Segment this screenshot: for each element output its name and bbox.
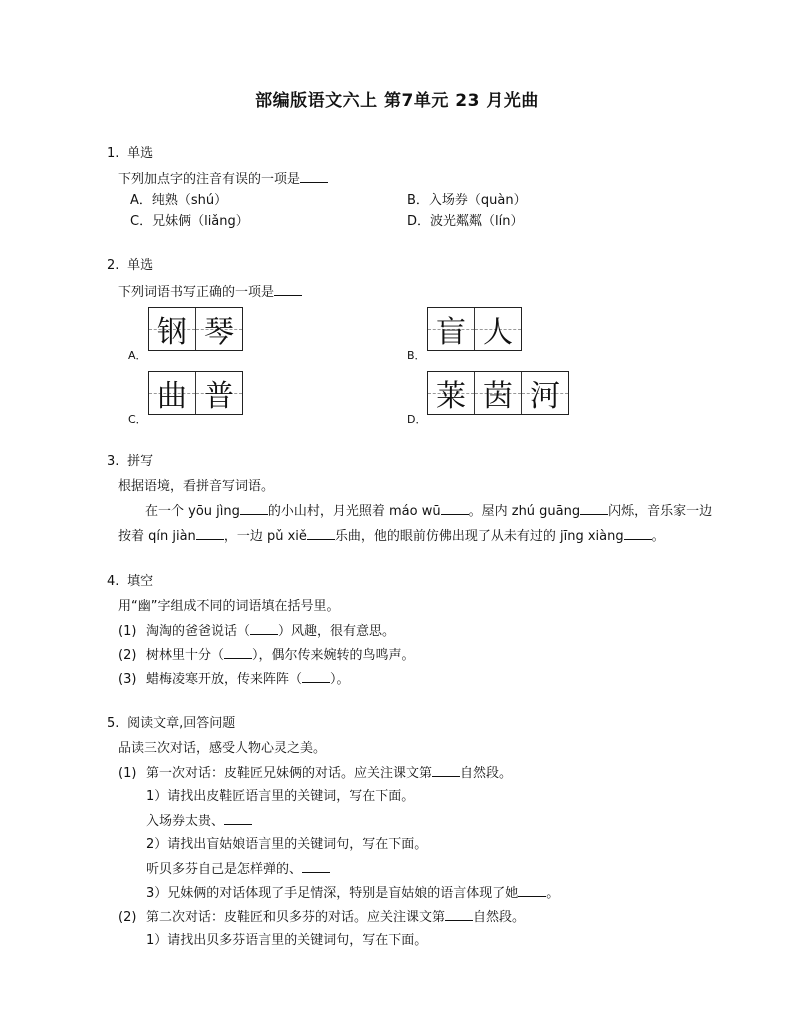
- q2-option-a-label[interactable]: A．: [128, 349, 147, 362]
- q2-stem: [118, 283, 302, 302]
- text: 蜡梅凌寒开放，传来阵阵（: [146, 672, 303, 687]
- q5-blank-3[interactable]: [302, 860, 330, 873]
- q2-option-d-grid[interactable]: [427, 371, 569, 415]
- char-cell: [149, 308, 196, 350]
- text: 按着 qín jiàn: [118, 529, 196, 544]
- q5-part-1-sub-2: 2）请找出盲姑娘语言里的关键词句，写在下面。: [146, 837, 428, 852]
- q2-option-b-label[interactable]: B．: [407, 349, 426, 362]
- char: 曲: [157, 379, 187, 414]
- q4-blank-1[interactable]: [250, 622, 278, 635]
- text: 3）兄妹俩的对话体现了手足情深，特别是盲姑娘的语言体现了她: [146, 886, 519, 901]
- q5-blank-5[interactable]: [445, 908, 473, 921]
- page-title: 部编版语文六上 第7单元 23 月光曲: [255, 91, 539, 111]
- q1-number: 1.: [107, 146, 120, 161]
- text: 第一次对话：皮鞋匠兄妹俩的对话。应关注课文第: [146, 766, 433, 781]
- q2-option-c-label[interactable]: C．: [128, 413, 147, 426]
- q1-stem-text: 下列加点字的注音有误的一项是: [118, 172, 301, 187]
- q5-part-1: [118, 764, 512, 783]
- char: 河: [530, 379, 560, 414]
- q1-option-a[interactable]: A．纯熟（shú）: [130, 193, 228, 208]
- q1-type: 单选: [127, 146, 154, 161]
- q3-blank-6[interactable]: [624, 527, 652, 540]
- q3-number: 3.: [107, 454, 120, 469]
- text: 在一个 yōu jìng: [145, 504, 240, 519]
- item-number: (1): [118, 624, 137, 639]
- q4-type: 填空: [127, 574, 154, 589]
- q3-header: [107, 453, 153, 471]
- q3-passage-line-2: [118, 527, 665, 546]
- q2-option-c-grid[interactable]: [148, 371, 243, 415]
- char: 茵: [483, 379, 513, 414]
- q5-blank-1[interactable]: [432, 764, 460, 777]
- text: 自然段。: [473, 910, 526, 925]
- text: 自然段。: [460, 766, 513, 781]
- q2-header: [107, 257, 153, 275]
- q5-header: [107, 715, 235, 733]
- text: ）风趣，很有意思。: [278, 624, 396, 639]
- q1-stem: [118, 170, 328, 189]
- char: 琴: [204, 315, 234, 350]
- char-cell: [522, 372, 568, 414]
- char-cell: [475, 372, 522, 414]
- q2-option-b-grid[interactable]: [427, 307, 522, 351]
- q3-type: 拼写: [127, 454, 154, 469]
- text: ）。: [330, 672, 350, 687]
- q3-blank-4[interactable]: [196, 527, 224, 540]
- q4-item-1: [118, 622, 395, 641]
- q5-part-1-sub-2-answer: [146, 860, 330, 879]
- char: 莱: [436, 379, 466, 414]
- q4-item-2: [118, 646, 415, 665]
- text: ），偶尔传来婉转的鸟鸣声。: [252, 648, 415, 663]
- q5-type: 阅读文章,回答问题: [127, 716, 236, 731]
- char-cell: [475, 308, 521, 350]
- char-cell: [428, 308, 475, 350]
- text: 乐曲，他的眼前仿佛出现了从未有过的 jīng xiàng: [334, 529, 624, 544]
- q3-stem: 根据语境，看拼音写词语。: [118, 479, 275, 494]
- char-cell: [196, 372, 242, 414]
- part-number: (1): [118, 766, 137, 781]
- q5-part-1-sub-1-answer: [146, 812, 252, 831]
- q2-type: 单选: [127, 258, 154, 273]
- q1-option-b[interactable]: B．入场券（quàn）: [407, 193, 527, 208]
- q2-answer-blank[interactable]: [274, 283, 302, 296]
- text: ，一边 pǔ xiě: [223, 529, 307, 544]
- q3-blank-1[interactable]: [240, 502, 268, 515]
- char: 钢: [157, 315, 187, 350]
- q2-number: 2.: [107, 258, 120, 273]
- text: 。屋内 zhú guāng: [468, 504, 581, 519]
- q2-stem-text: 下列词语书写正确的一项是: [118, 285, 275, 300]
- q5-part-2-sub-1: 1）请找出贝多芬语言里的关键词句，写在下面。: [146, 933, 428, 948]
- item-number: (2): [118, 648, 137, 663]
- q3-blank-2[interactable]: [441, 502, 469, 515]
- q5-part-1-sub-3: [146, 884, 559, 903]
- q4-number: 4.: [107, 574, 120, 589]
- q4-blank-3[interactable]: [302, 670, 330, 683]
- text: 入场券太贵、: [146, 814, 225, 829]
- q3-blank-5[interactable]: [307, 527, 335, 540]
- char: 人: [483, 315, 513, 350]
- q5-part-2: [118, 908, 525, 927]
- q5-stem: 品读三次对话，感受人物心灵之美。: [118, 741, 327, 756]
- text: 。: [651, 529, 665, 544]
- text: 的小山村，月光照着 máo wū: [267, 504, 441, 519]
- q3-passage-line-1: [145, 502, 712, 521]
- item-number: (3): [118, 672, 137, 687]
- text: 第二次对话：皮鞋匠和贝多芬的对话。应关注课文第: [146, 910, 446, 925]
- text: 闪烁，音乐家一边: [608, 504, 713, 519]
- q2-option-d-label[interactable]: D．: [407, 413, 427, 426]
- char: 盲: [436, 315, 466, 350]
- q1-answer-blank[interactable]: [300, 170, 328, 183]
- text: 淘淘的爸爸说话（: [146, 624, 251, 639]
- char: 普: [204, 379, 234, 414]
- q5-blank-2[interactable]: [224, 812, 252, 825]
- part-number: (2): [118, 910, 137, 925]
- text: 听贝多芬自己是怎样弹的、: [146, 862, 303, 877]
- q1-option-d[interactable]: D．波光粼粼（lín）: [407, 214, 524, 229]
- q1-option-c[interactable]: C．兄妹俩（liǎng）: [130, 214, 249, 229]
- q5-number: 5.: [107, 716, 120, 731]
- q1-header: [107, 145, 153, 163]
- q4-stem: 用“幽”字组成不同的词语填在括号里。: [118, 599, 340, 614]
- q5-blank-4[interactable]: [518, 884, 546, 897]
- q4-blank-2[interactable]: [224, 646, 252, 659]
- text: 树林里十分（: [146, 648, 225, 663]
- q5-part-1-sub-1: 1）请找出皮鞋匠语言里的关键词，写在下面。: [146, 789, 415, 804]
- char-cell: [196, 308, 242, 350]
- q4-item-3: [118, 670, 350, 689]
- q3-blank-3[interactable]: [580, 502, 608, 515]
- text: 。: [546, 886, 560, 901]
- char-cell: [149, 372, 196, 414]
- char-cell: [428, 372, 475, 414]
- q2-option-a-grid[interactable]: [148, 307, 243, 351]
- q4-header: [107, 573, 153, 591]
